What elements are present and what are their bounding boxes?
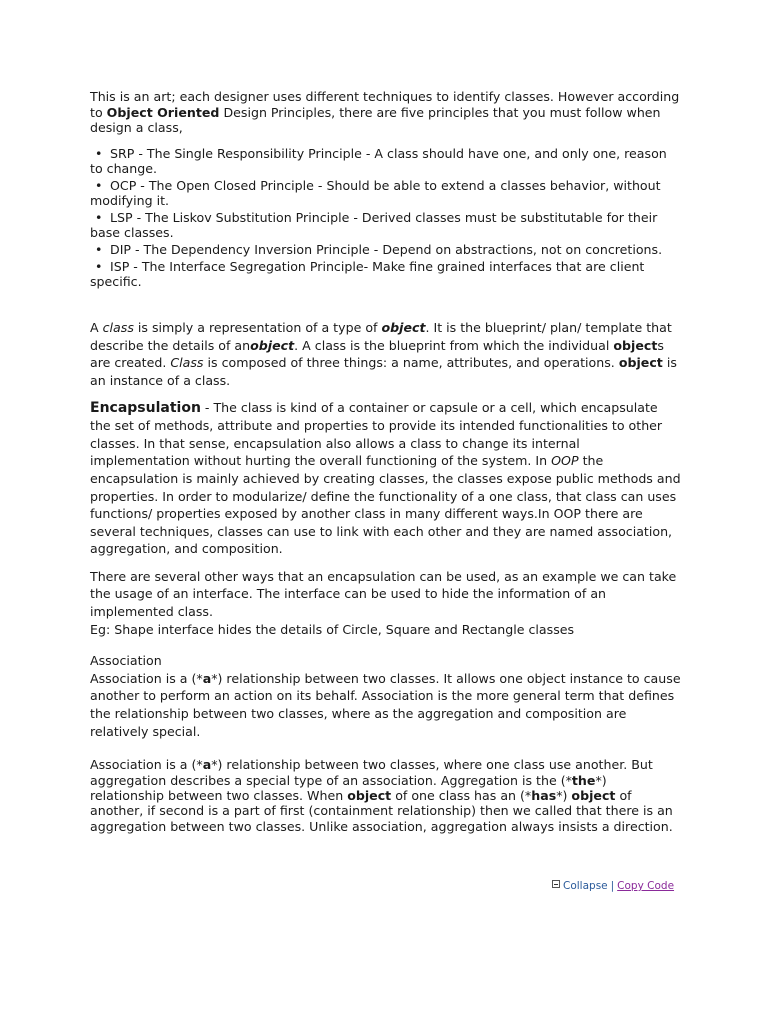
class-italic-term: class	[102, 320, 134, 336]
association-paragraph	[90, 652, 682, 740]
object-bold-italic-term-2: object	[250, 337, 295, 353]
class-definition-paragraph	[90, 319, 682, 389]
association-text-1: Association is a (*	[90, 670, 203, 686]
aggregation-bold-object: object	[347, 788, 392, 804]
bullet-icon: •	[95, 177, 103, 193]
object-bold-italic-term: object	[381, 320, 426, 336]
encapsulation-heading: Encapsulation	[90, 399, 201, 416]
aggregation-bold-object-2: object	[571, 788, 616, 804]
association-bold-a: a	[202, 670, 212, 686]
association-text-2: *) relationship between two classes. It allows one object instance to cause another to perform an action on its behalf. Association is the more general term that defines the relationship between two classes, where as the aggregation and composition are relatively special.	[90, 670, 681, 739]
aggregation-bold-a: a	[202, 757, 212, 773]
principles-list	[90, 146, 682, 290]
aggregation-bold-the: the	[571, 772, 596, 788]
class-text-3: . It is the blueprint/ plan/ template that describe the details of an	[90, 320, 672, 353]
class-text-5: s are created.	[90, 337, 664, 371]
principle-srp: SRP - The Single Responsibility Principle - A class should have one, and only one, reason to change.	[90, 145, 667, 176]
encapsulation-paragraph	[90, 399, 682, 558]
aggregation-text-4: of one class has an (*	[391, 788, 532, 804]
bullet-icon: •	[95, 241, 103, 257]
principle-dip: DIP - The Dependency Inversion Principle - Depend on abstractions, not on concretions.	[110, 241, 663, 257]
oop-italic-term: OOP	[551, 453, 579, 469]
aggregation-bold-has: has	[531, 788, 557, 804]
intro-bold-term: Object Oriented	[106, 104, 220, 120]
list-item	[90, 259, 682, 290]
class-italic-term-2: Class	[170, 355, 204, 371]
object-bold-term: object	[613, 337, 658, 353]
link-separator: |	[610, 880, 615, 892]
class-text-7: is an instance of a class.	[90, 355, 677, 388]
collapse-link[interactable]: Collapse	[563, 880, 608, 892]
class-text-6: is composed of three things: a name, attributes, and operations.	[203, 355, 619, 371]
bullet-icon: •	[95, 145, 103, 161]
list-item	[90, 146, 682, 177]
aggregation-paragraph	[90, 757, 682, 834]
principle-lsp: LSP - The Liskov Substitution Principle - Derived classes must be substitutable for their base classes.	[90, 209, 658, 240]
collapse-icon[interactable]	[552, 880, 560, 888]
other-ways-paragraph	[90, 568, 682, 638]
aggregation-text-6: of another, if second is a part of first (containment relationship) then we called that there is an aggregation between two classes. Unlike association, aggregation always insists a direction.	[90, 788, 673, 834]
other-ways-text: There are several other ways that an encapsulation can be used, as an example we can take the usage of an interface. The interface can be used to hide the information of an implemented class.	[90, 568, 677, 620]
aggregation-text-2: *) relationship between two classes, where one class use another. But aggregation describes a special type of an association. Aggregation is the (*	[90, 757, 653, 788]
example-text: Eg: Shape interface hides the details of Circle, Square and Rectangle classes	[90, 621, 575, 637]
intro-text-2: Design Principles, there are five principles that you must follow when design a class,	[90, 104, 661, 135]
encapsulation-text-1: - The class is kind of a container or capsule or a cell, which encapsulate the set of methods, attribute and properties to provide its intended functionalities to other classes. In that sense, encapsulation also allows a class to change its internal implementation without hurting the overall functioning of the system. In	[90, 399, 663, 469]
article-body	[90, 89, 682, 847]
encapsulation-text-2: the encapsulation is mainly achieved by creating classes, the classes expose public methods and properties. In order to modularize/ define the functionality of a one class, that class can uses functions/ properties exposed by another class in many different ways.In OOP there are several techniques, classes can use to link with each other and they are named association, aggregation, and composition.	[90, 453, 681, 557]
intro-paragraph	[90, 89, 682, 136]
principle-isp: ISP - The Interface Segregation Principle- Make fine grained interfaces that are client specific.	[90, 258, 645, 289]
aggregation-text-1: Association is a (*	[90, 757, 203, 773]
list-item	[90, 178, 682, 209]
aggregation-text-3: *) relationship between two classes. When	[90, 772, 607, 804]
aggregation-text-5: *)	[556, 788, 572, 804]
object-bold-term-2: object	[618, 355, 663, 371]
class-text-1: A	[90, 320, 103, 336]
class-text-4: . A class is the blueprint from which the individual	[294, 337, 614, 353]
principle-ocp: OCP - The Open Closed Principle - Should be able to extend a classes behavior, without modifying it.	[90, 177, 661, 208]
class-text-2: is simply a representation of a type of	[133, 320, 382, 336]
intro-text-1: This is an art; each designer uses different techniques to identify classes. However according to	[90, 89, 680, 120]
code-block-toolbar	[552, 879, 674, 893]
bullet-icon: •	[95, 258, 103, 274]
bullet-icon: •	[95, 209, 103, 225]
list-item	[90, 242, 682, 257]
list-item	[90, 210, 682, 241]
copy-code-link[interactable]: Copy Code	[617, 880, 675, 892]
association-heading: Association	[90, 653, 162, 669]
